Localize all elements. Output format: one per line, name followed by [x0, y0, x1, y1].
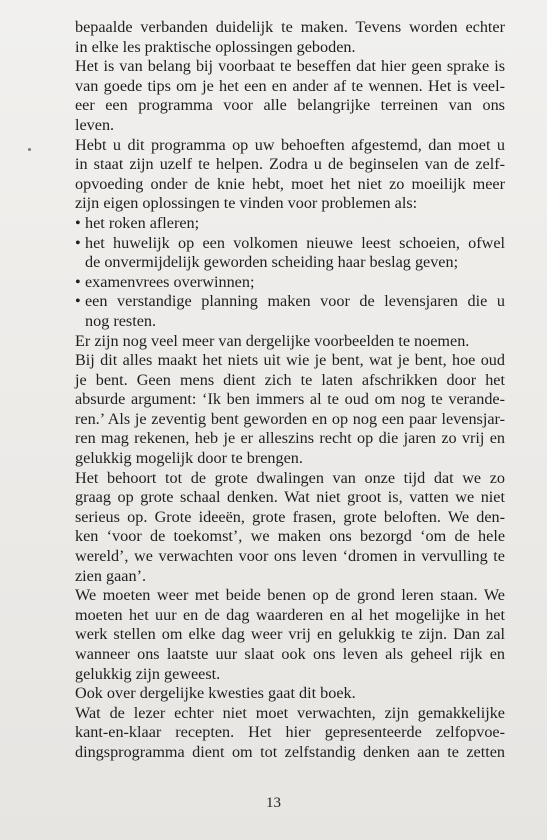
- print-speck: [28, 148, 31, 151]
- text-line: werk stellen om elke dag weer vrij en gelukkig te zijn. Dan zal: [75, 625, 505, 644]
- text-line: We moeten weer met beide benen op de grond leren staan. We: [75, 586, 505, 605]
- text-line: van goede tips om je het een en ander af te wennen. Het is veel-: [75, 76, 505, 95]
- text-line: je bent. Geen mens dient zich te laten afschrikken door het: [75, 370, 505, 389]
- text-line: in elke les praktische oplossingen geboden.: [75, 37, 356, 56]
- list-item-text: examenvrees overwinnen;: [85, 272, 255, 291]
- list-item-text: nog resten.: [85, 311, 157, 330]
- text-line: Ook over dergelijke kwesties gaat dit boek.: [75, 684, 356, 703]
- list-item: [75, 234, 505, 254]
- text-line: zien gaan’.: [75, 566, 147, 585]
- list-item-text: een verstandige planning maken voor de levensjaren die u: [85, 292, 505, 311]
- text-line: ken ‘voor de toekomst’, we maken ons bezorgd ‘om de hele: [75, 527, 505, 546]
- list-item-text: het huwelijk op een volkomen nieuwe leest schoeien, ofwel: [85, 233, 505, 252]
- body-text: [75, 18, 505, 763]
- text-line: serieus op. Grote ideeën, grote frasen, grote beloften. We den-: [75, 507, 505, 526]
- text-line: absurde argument: ‘Ik ben immers al te oud om nog te verande-: [75, 390, 505, 409]
- text-line: Hebt u dit programma op uw behoeften afgestemd, dan moet u: [75, 135, 505, 154]
- text-line: ren mag rekenen, heb je er alleszins recht op die jaren zo vrij en: [75, 429, 505, 448]
- text-line: kant-en-klaar recepten. Het hier gepresenteerde zelfopvoe-: [75, 723, 505, 742]
- text-line: opvoeding onder de knie hebt, moet het niet zo moeilijk meer: [75, 174, 505, 193]
- text-line: wereld’, we verwachten voor ons leven ‘dromen in vervulling te: [75, 547, 505, 566]
- list-item-text: de onvermijdelijk geworden scheiding haar beslag geven;: [85, 253, 459, 272]
- text-line: Het is van belang bij voorbaat te beseffen dat hier geen sprake is: [75, 57, 505, 76]
- text-line: bepaalde verbanden duidelijk te maken. Tevens worden echter: [75, 18, 505, 36]
- text-line: gelukkig zijn geweest.: [75, 664, 221, 683]
- page-number: 13: [266, 795, 281, 811]
- text-line: Wat de lezer echter niet moet verwachten, zijn gemakkelijke: [75, 703, 505, 722]
- text-line: Bij dit alles maakt het niets uit wie je bent, wat je bent, hoe oud: [75, 351, 505, 370]
- text-line: wanneer ons laatste uur slaat ook ons leven als geheel rijk en: [75, 645, 505, 663]
- bullet-icon: •: [75, 272, 81, 291]
- text-line: ren.’ Als je zeventig bent geworden en op nog een paar levensjar-: [75, 409, 505, 428]
- list-item: [75, 273, 505, 293]
- text-line: Er zijn nog veel meer van dergelijke voorbeelden te noemen.: [75, 331, 470, 350]
- list-item: [75, 292, 505, 312]
- text-line: gelukkig mogelijk door te brengen.: [75, 449, 303, 468]
- list-item-text: het roken afleren;: [85, 213, 200, 232]
- bullet-icon: •: [75, 292, 81, 311]
- text-line: moeten het uur en de dag waarderen en al het mogelijke in het: [75, 605, 505, 624]
- text-line: eer een programma voor alle belangrijke terreinen van ons: [75, 96, 505, 115]
- list-item-continuation: [75, 253, 505, 273]
- text-line: dingsprogramma dient om tot zelfstandig denken aan te zetten: [75, 742, 505, 761]
- text-line: Het behoort tot de grote dwalingen van onze tijd dat we zo: [75, 468, 505, 487]
- text-line: zijn eigen oplossingen te vinden voor problemen als:: [75, 194, 418, 213]
- text-line: leven.: [75, 115, 115, 134]
- bullet-icon: •: [75, 233, 81, 252]
- text-line: graag op grote schaal denken. Wat niet groot is, vatten we niet: [75, 488, 505, 507]
- list-item: [75, 214, 505, 234]
- list-item-continuation: [75, 312, 505, 332]
- text-line: in staat zijn uzelf te helpen. Zodra u de beginselen van de zelf-: [75, 155, 505, 174]
- bullet-icon: •: [75, 213, 81, 232]
